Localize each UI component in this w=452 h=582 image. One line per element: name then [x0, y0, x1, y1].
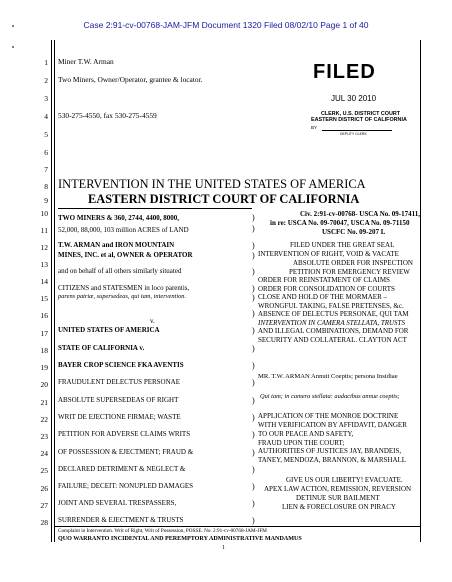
- line-number: 7: [44, 165, 48, 174]
- relief-line: Qui tam; in camera stellata: audacibus annue coeptis;: [260, 393, 400, 400]
- caption-brace: ): [252, 413, 255, 422]
- line-number: 19: [40, 363, 48, 372]
- line-number: 24: [40, 449, 48, 458]
- line-number: 6: [44, 148, 48, 157]
- relief-line: SECURITY AND COLLATERAL. CLAYTON ACT: [258, 336, 407, 344]
- filed-stamp-title: FILED: [313, 61, 376, 83]
- caption-line: CITIZENS and STATESMEN in loco parentis,: [58, 284, 190, 292]
- caption-brace: ): [252, 326, 255, 335]
- line-number: 16: [40, 311, 48, 320]
- caption-brace: ): [252, 241, 255, 250]
- caption-line: SURRENDER & EJECTMENT & TRUSTS: [58, 516, 184, 524]
- line-number: 10: [40, 209, 48, 218]
- caption-line: FAILURE; DECEIT: NONUPLED DAMAGES: [58, 482, 194, 490]
- caption-line: v.: [150, 317, 155, 325]
- caption-brace: ): [252, 309, 255, 318]
- document-header: Case 2:91-cv-00768-JAM-JFM Document 1320 Filed 08/02/10 Page 1 of 40: [83, 20, 369, 30]
- caption-brace: ): [252, 430, 255, 439]
- caption-brace: ): [252, 499, 255, 508]
- line-number: 9: [44, 196, 48, 205]
- caption-brace: ): [252, 344, 255, 353]
- caption-line: T.W. ARMAN and IRON MOUNTAIN: [58, 241, 175, 249]
- line-number: 26: [40, 484, 48, 493]
- caption-rule: [58, 208, 252, 209]
- caption-line: ABSOLUTE SUPERSEDEAS OF RIGHT: [58, 396, 179, 404]
- relief-line: AUTHORITIES OF JUSTICES JAY, BRANDEIS,: [258, 447, 402, 455]
- relief-line: ORDER FOR CONSOLIDATION OF COURTS: [258, 285, 395, 293]
- relief-line: INTERVENTION OF RIGHT, VOID & VACATE: [258, 250, 399, 258]
- case-number-line-2: in re: USCA No. 09-70047, USCA No. 09-71150: [270, 219, 410, 227]
- line-number: 5: [44, 130, 48, 139]
- margin-dot: [12, 46, 14, 48]
- caption-brace: ): [252, 465, 255, 474]
- caption-line: BAYER CROP SCIENCE FKA AVENTIS: [58, 361, 184, 369]
- caption-brace: ): [252, 267, 255, 276]
- line-number: 21: [40, 398, 48, 407]
- sender-role: Two Miners, Owner/Operator, grantee & locator.: [58, 75, 203, 84]
- sender-phone: 530-275-4550, fax 530-275-4559: [58, 111, 157, 120]
- relief-line: LIEN & FORECLOSURE ON PIRACY: [282, 503, 396, 511]
- caption-line: 52,000, 88,000, 103 million ACRES of LAND: [58, 226, 189, 234]
- line-number: 11: [40, 226, 48, 235]
- left-double-rule-outer: [51, 40, 52, 542]
- caption-brace: ): [252, 251, 255, 260]
- filed-stamp-signature-line: [322, 130, 392, 131]
- caption-line: PETITION FOR ADVERSE CLAIMS WRITS: [58, 430, 191, 438]
- line-number: 14: [40, 277, 48, 286]
- caption-line: MINES, INC. et al, OWNER & OPERATOR: [58, 251, 193, 259]
- relief-line: FILED UNDER THE GREAT SEAL: [290, 241, 395, 249]
- relief-line: GIVE US OUR LIBERTY! EVACUATE.: [286, 476, 403, 484]
- line-number: 8: [44, 182, 48, 191]
- filed-stamp-clerk-line-2: EASTERN DISTRICT OF CALIFORNIA: [311, 117, 407, 123]
- caption-line: DECLARED DETRIMENT & NEGLECT &: [58, 465, 186, 473]
- caption-brace: ): [252, 293, 255, 302]
- filed-stamp-by: BY: [311, 125, 318, 130]
- caption-brace: ): [252, 361, 255, 370]
- caption-line: STATE OF CALIFORNIA v.: [58, 344, 145, 352]
- document-title-line-2: EASTERN DISTRICT COURT OF CALIFORNIA: [88, 192, 360, 206]
- line-number: 3: [44, 94, 48, 103]
- relief-line: ABSENCE OF DELECTUS PERSONAE, QUI TAM: [258, 310, 409, 318]
- caption-line: UNITED STATES OF AMERICA: [58, 326, 160, 334]
- caption-line: and on behalf of all others similarly situated: [58, 267, 182, 275]
- line-number: 28: [40, 518, 48, 527]
- line-number: 23: [40, 432, 48, 441]
- caption-line: WRIT DE EJECTIONE FIRMAE; WASTE: [58, 413, 181, 421]
- line-number: 4: [44, 112, 48, 121]
- relief-line: MR. T.W. ARMAN Annuit Coeptis; persona Insidiae: [258, 373, 398, 380]
- relief-line: APPLICATION OF THE MONROE DOCTRINE: [258, 412, 399, 420]
- caption-brace: ): [252, 516, 255, 525]
- caption-line: OF POSSESSION & EJECTMENT; FRAUD &: [58, 448, 194, 456]
- relief-line: WITH VERIFICATION BY AFFIDAVIT, DANGER: [258, 421, 407, 429]
- footer-line-1: Complaint in Intervention. Writ of Right, Writ of Possession, POSSE. No. 2:91-cv-00768-JAM-JFM: [58, 528, 267, 534]
- document-title-line-1: INTERVENTION IN THE UNITED STATES OF AMERICA: [58, 177, 366, 191]
- filed-stamp-clerk-line-1: CLERK, U.S. DISTRICT COURT: [321, 111, 401, 117]
- line-number: 22: [40, 415, 48, 424]
- line-number: 1: [44, 58, 48, 67]
- right-margin-rule: [420, 40, 421, 542]
- filed-stamp-deputy: DEPUTY CLERK: [340, 132, 367, 136]
- caption-line: FRAUDULENT DELECTUS PERSONAE: [58, 378, 180, 386]
- caption-brace: ): [252, 213, 255, 222]
- line-number: 17: [40, 329, 48, 338]
- relief-line: INTERVENTION IN CAMERA STELLATA, TRUSTS: [258, 319, 405, 327]
- caption-line: JOINT AND SEVERAL TRESPASSERS,: [58, 499, 177, 507]
- line-number: 15: [40, 294, 48, 303]
- sender-name: Miner T.W. Arman: [58, 57, 114, 66]
- line-number: 18: [40, 346, 48, 355]
- caption-brace: ): [252, 448, 255, 457]
- caption-brace: ): [252, 396, 255, 405]
- relief-line: PETITION FOR EMERGENCY REVIEW: [289, 268, 410, 276]
- relief-line: ORDER FOR REINSTATMENT OF CLAIMS: [258, 276, 390, 284]
- left-double-rule-inner: [54, 40, 55, 542]
- line-number: 25: [40, 466, 48, 475]
- relief-line: ABSOLUTE ORDER FOR INSPECTION: [293, 259, 413, 267]
- line-number: 20: [40, 380, 48, 389]
- relief-line: FRAUD UPON THE COURT;: [258, 439, 345, 447]
- filed-stamp-date: JUL 30 2010: [331, 94, 377, 103]
- caption-line: parens patriæ, supersedeas, qui tam, intervention.: [58, 293, 187, 300]
- caption-brace: ): [252, 224, 255, 233]
- relief-line: AND ILLEGAL COMBINATIONS, DEMAND FOR: [258, 327, 409, 335]
- relief-line: WRONGFUL TAKING, FALSE PRETENSES, &c.: [258, 302, 404, 310]
- caption-brace: ): [252, 482, 255, 491]
- relief-line: APEX LAW ACTION, REMISSION, REVERSION: [264, 485, 412, 493]
- margin-dot: [12, 25, 14, 27]
- relief-line: CLOSE AND HOLD OF THE MORMAER –: [258, 293, 387, 301]
- relief-line: DETINUE SUR BAILMENT: [296, 494, 380, 502]
- footer-rule: [55, 526, 420, 527]
- line-number: 2: [44, 76, 48, 85]
- line-number: 12: [40, 243, 48, 252]
- line-number: 13: [40, 260, 48, 269]
- relief-line: TANEY, MENDOZA, BRANNON, & MARSHALL: [258, 456, 407, 464]
- line-number: 27: [40, 501, 48, 510]
- case-number-line-3: USCFC No. 09-207 L: [322, 228, 386, 236]
- caption-line: TWO MINERS & 360, 2744, 4400, 8000,: [58, 214, 179, 222]
- relief-line: TO OUR PEACE AND SAFETY,: [258, 430, 354, 438]
- caption-brace: ): [252, 284, 255, 293]
- case-number-line-1: Civ. 2:91-cv-00768- USCA No. 09-17411,: [300, 210, 420, 218]
- caption-brace: ): [252, 378, 255, 387]
- footer-line-2: QUO WARRANTO INCIDENTAL AND PEREMPTORY ADMINISTRATIVE MANDAMUS: [58, 536, 302, 542]
- footer-page-number: 1: [222, 545, 225, 551]
